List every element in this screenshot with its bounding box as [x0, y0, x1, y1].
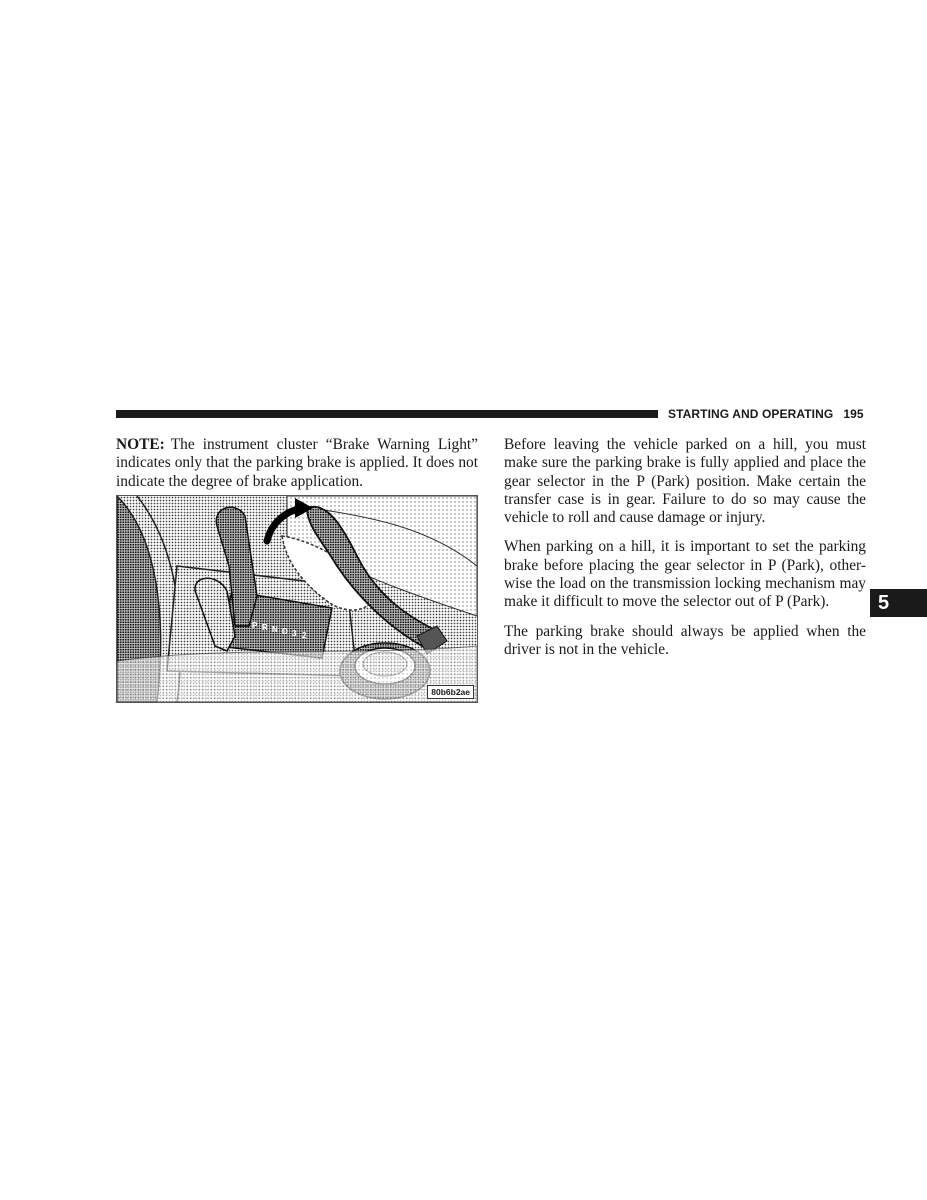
note-text: The instrument cluster “Brake Warning Light” indicates only that the parking brake is applied. It does not indicate the degree of brake application.	[116, 436, 478, 490]
parking-brake-figure	[116, 495, 478, 703]
note-label: NOTE:	[116, 436, 165, 453]
parking-brake-lever-illustration	[117, 496, 477, 702]
figure-code: 80b6b2ae	[427, 685, 474, 699]
paragraph-always-apply: The parking brake should always be applied when the driver is not in the vehicle.	[504, 622, 866, 658]
svg-text:N: N	[272, 625, 278, 634]
running-header	[668, 407, 868, 423]
section-title: STARTING AND OPERATING	[668, 407, 834, 421]
svg-text:R: R	[262, 623, 268, 632]
svg-text:2: 2	[302, 631, 307, 640]
note-paragraph	[116, 436, 478, 491]
svg-text:3: 3	[292, 629, 297, 638]
paragraph-brake-before-park: When parking on a hill, it is important to set the parking brake before placing the gear selector in P (Park), other-wise the load on the transmission locking mechanism may make it difficult to move the selector out of P (Park).	[504, 538, 866, 611]
svg-text:D: D	[282, 627, 288, 636]
right-column	[504, 436, 866, 670]
header-rule	[116, 410, 658, 418]
page-number: 195	[843, 407, 864, 421]
svg-text:P: P	[252, 621, 258, 630]
left-column	[116, 436, 478, 502]
paragraph-hill-parking: Before leaving the vehicle parked on a hill, you must make sure the parking brake is fully applied and place the gear selector in the P (Park) position. Make certain the transfer case is in gear. Failure to do so may cause the vehicle to roll and cause damage or injury.	[504, 436, 866, 527]
section-tab: 5	[870, 589, 927, 617]
